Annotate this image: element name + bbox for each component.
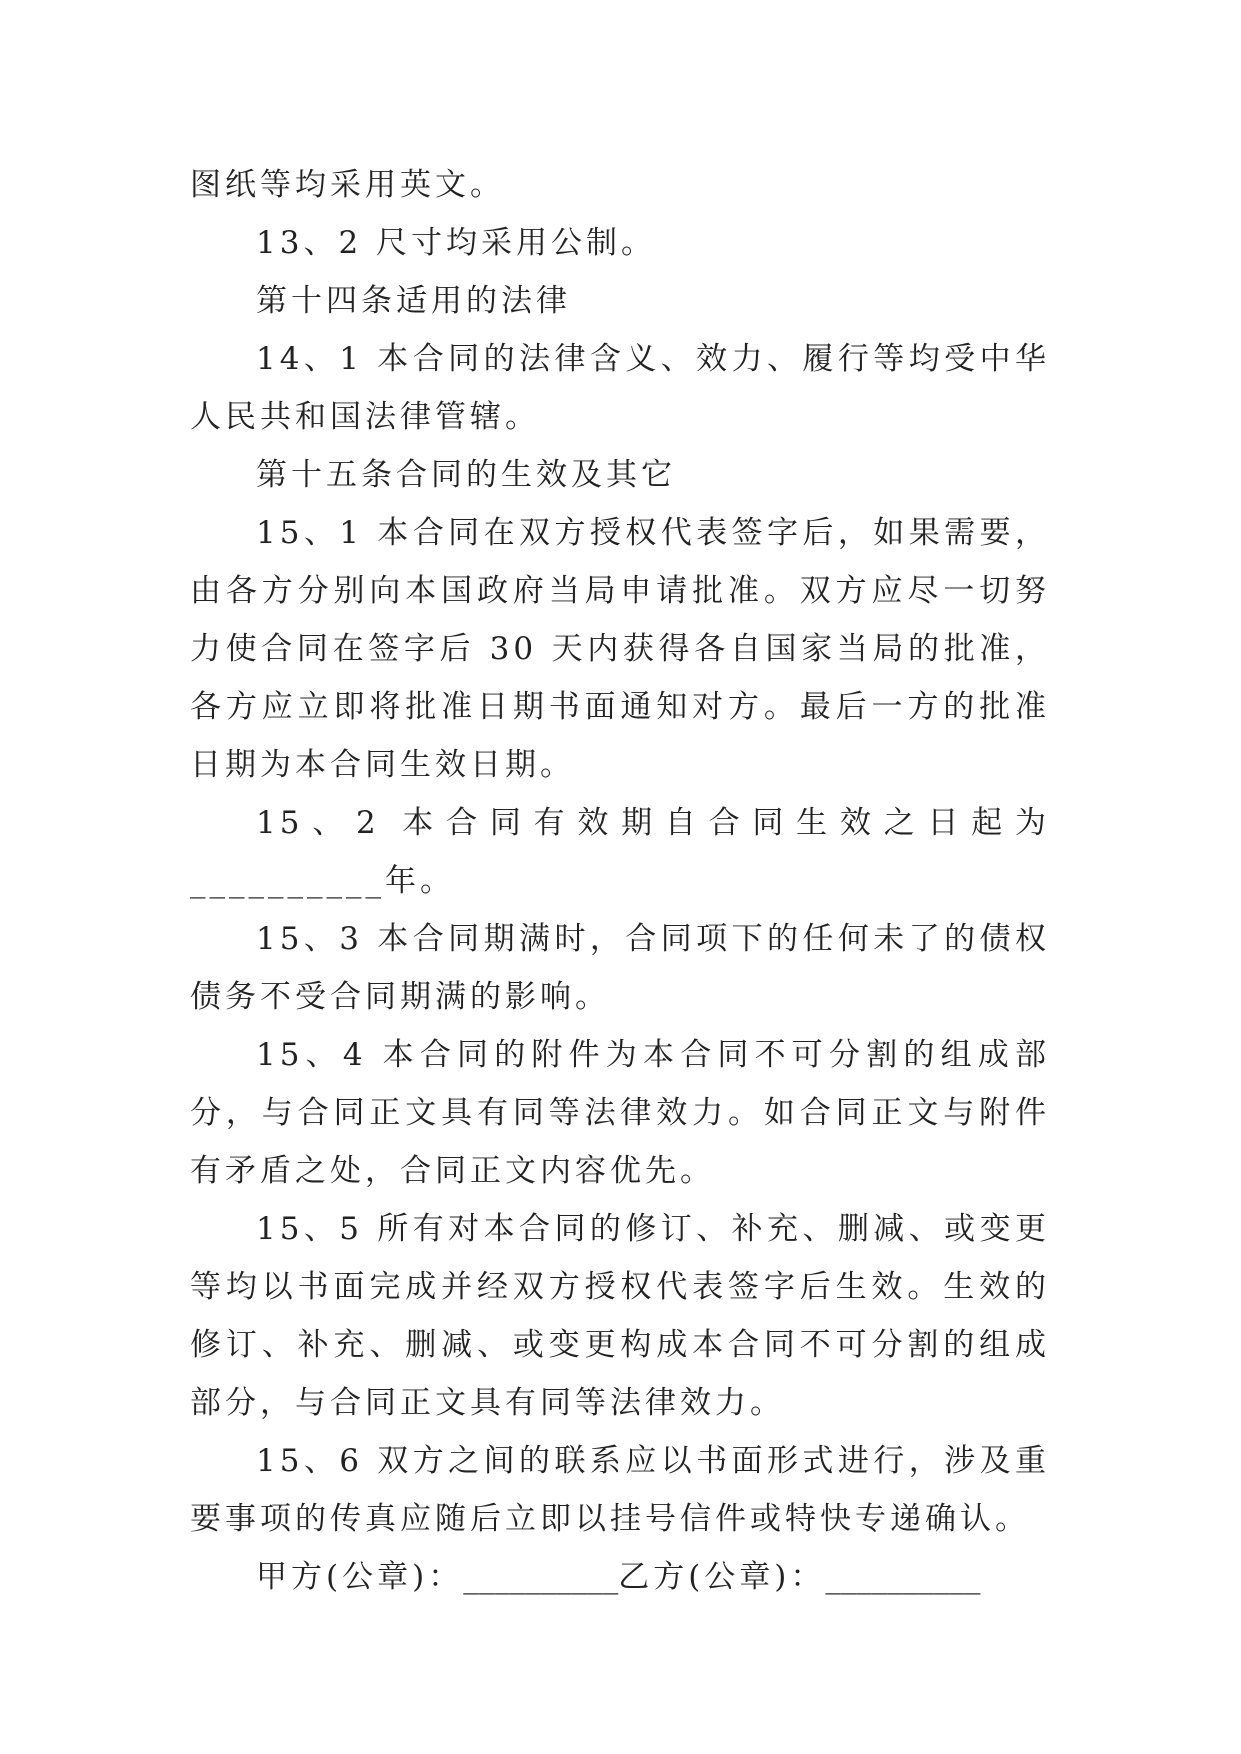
document-body — [190, 156, 1050, 1606]
party-b-label: 乙方(公章)： — [618, 1559, 826, 1595]
clause-15-6: 15、6 双方之间的联系应以书面形式进行，涉及重要事项的传真应随后立即以挂号信件或特快专递确认。 — [190, 1443, 1050, 1537]
party-a-blank: __________ — [463, 1559, 619, 1595]
article-15-heading: 第十五条合同的生效及其它 — [256, 457, 676, 493]
clause-15-1: 15、1 本合同在双方授权代表签字后，如果需要，由各方分别向本国政府当局申请批准。双方应尽一切努力使合同在签字后 30 天内获得各自国家当局的批准，各方应立即将批准日期书面通知对方。最后一方的批准日期为本合同生效日期。 — [190, 515, 1050, 783]
clause-15-2: 15、2 本合同有效期自合同生效之日起为__________年。 — [190, 805, 1050, 899]
paragraph-continuation: 图纸等均采用英文。 — [190, 167, 505, 203]
clause-14-1: 14、1 本合同的法律含义、效力、履行等均受中华人民共和国法律管辖。 — [190, 341, 1050, 435]
clause-15-5: 15、5 所有对本合同的修订、补充、删减、或变更等均以书面完成并经双方授权代表签字后生效。生效的修订、补充、删减、或变更构成本合同不可分割的组成部分，与合同正文具有同等法律效力。 — [190, 1211, 1050, 1421]
signature-line — [190, 1548, 1050, 1606]
party-b-blank: __________ — [825, 1559, 981, 1595]
clause-15-3: 15、3 本合同期满时，合同项下的任何未了的债权债务不受合同期满的影响。 — [190, 921, 1050, 1015]
article-14-heading: 第十四条适用的法律 — [256, 283, 571, 319]
clause-13-2: 13、2 尺寸均采用公制。 — [256, 225, 657, 261]
clause-15-4: 15、4 本合同的附件为本合同不可分割的组成部分，与合同正文具有同等法律效力。如合同正文与附件有矛盾之处，合同正文内容优先。 — [190, 1037, 1050, 1189]
party-a-label: 甲方(公章)： — [256, 1559, 464, 1595]
